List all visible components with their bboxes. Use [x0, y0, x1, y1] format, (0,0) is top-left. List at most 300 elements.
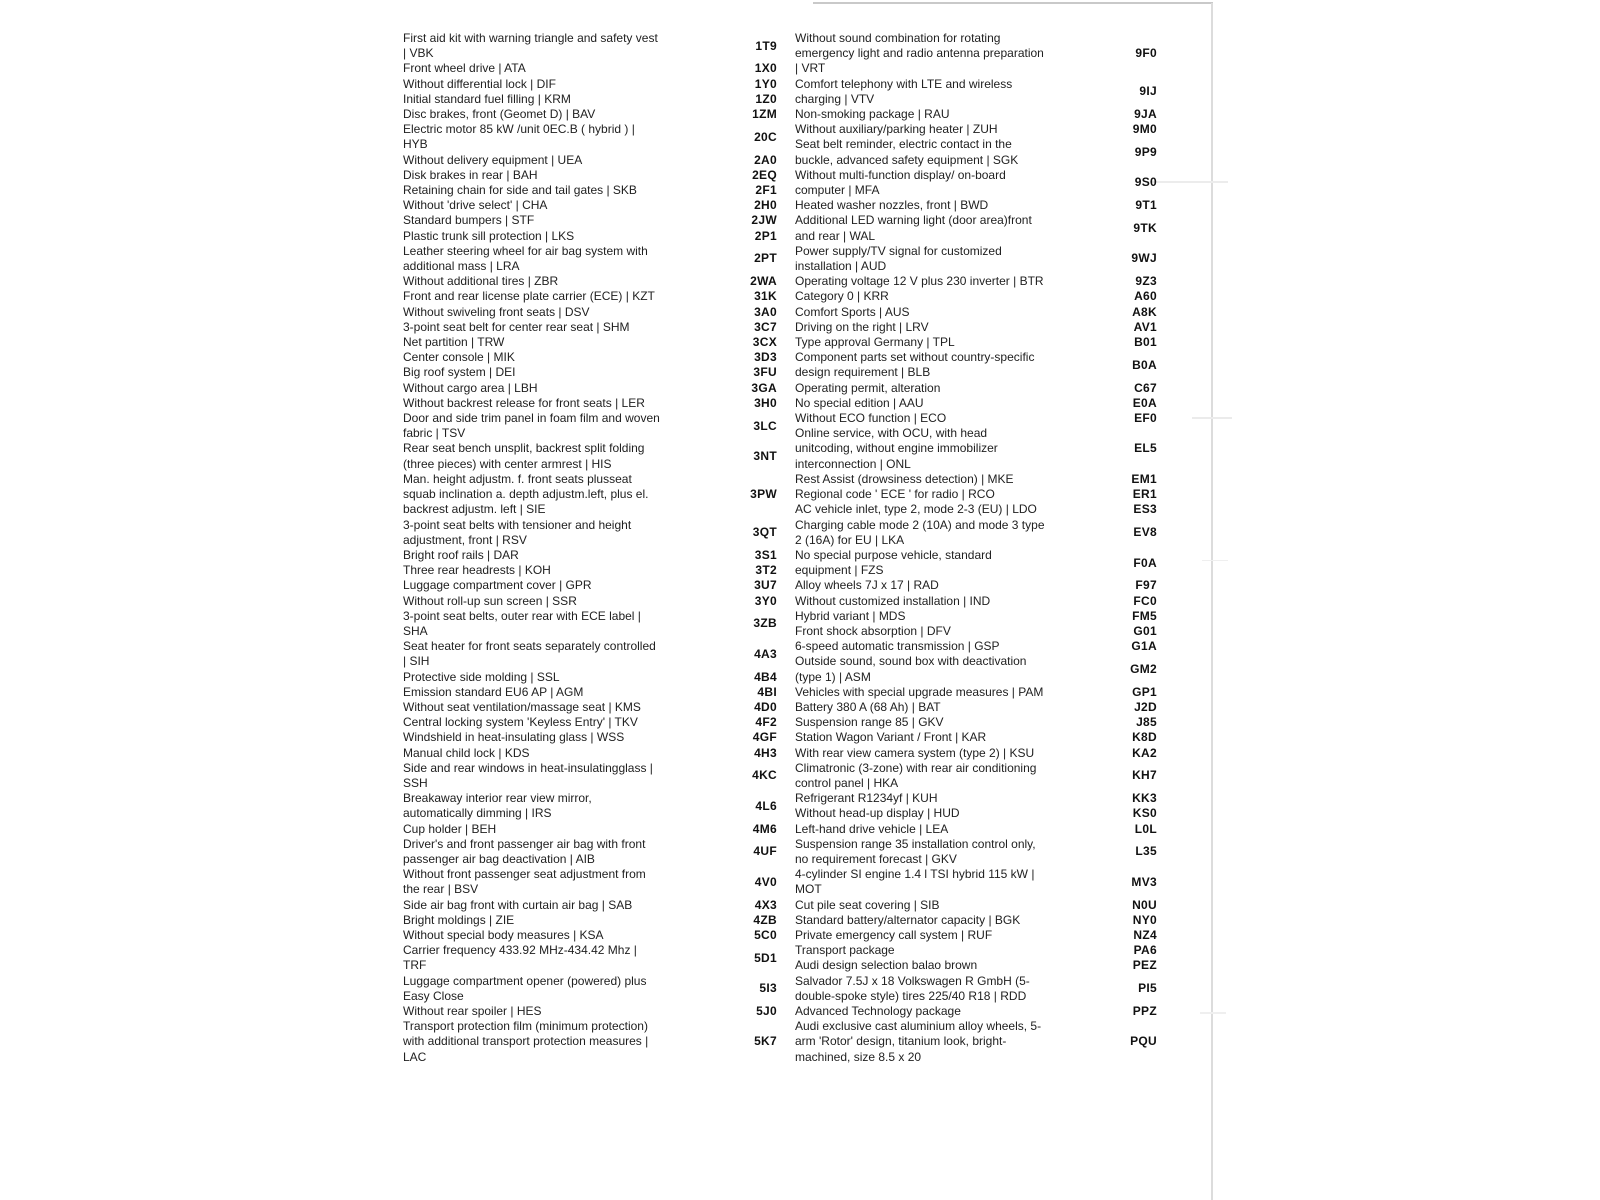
option-description: Retaining chain for side and tail gates | SKB [403, 183, 637, 198]
option-row [795, 746, 1157, 761]
option-code: 4X3 [754, 897, 777, 912]
option-row [403, 77, 777, 92]
option-code: PEZ [1132, 958, 1157, 973]
option-description: Luggage compartment cover | GPR [403, 578, 592, 593]
option-row [403, 365, 777, 380]
option-row [403, 168, 777, 183]
option-description: AC vehicle inlet, type 2, mode 2-3 (EU) | LDO [795, 502, 1037, 517]
option-code: 3T2 [755, 563, 777, 578]
option-code: 4UF [753, 844, 777, 859]
option-code: 9M0 [1132, 122, 1157, 137]
option-description: Big roof system | DEI [403, 365, 516, 380]
option-row [795, 289, 1157, 304]
option-row [403, 441, 777, 471]
option-code: L35 [1135, 844, 1157, 859]
option-code: GM2 [1130, 661, 1157, 676]
option-description: Disc brakes, front (Geomet D) | BAV [403, 107, 596, 122]
option-description: Bright moldings | ZIE [403, 912, 515, 927]
option-row [795, 791, 1157, 806]
option-row [403, 320, 777, 335]
option-description: Transport package [795, 943, 895, 958]
option-code: PQU [1130, 1034, 1157, 1049]
option-description: Vehicles with special upgrade measures | PAM [795, 684, 1044, 699]
option-code: ER1 [1132, 487, 1157, 502]
option-row [403, 913, 777, 928]
option-code: 2F1 [755, 183, 777, 198]
option-description: Without special body measures | KSA [403, 927, 604, 942]
option-row [403, 198, 777, 213]
option-row [403, 61, 777, 76]
option-row [795, 335, 1157, 350]
option-description: Alloy wheels 7J x 17 | RAD [795, 578, 939, 593]
option-code: EF0 [1134, 411, 1157, 426]
option-description: Heated washer nozzles, front | BWD [795, 198, 989, 213]
option-row [795, 31, 1157, 77]
option-code: 3A0 [754, 304, 777, 319]
option-row [795, 609, 1157, 624]
option-description: Rear seat bench unsplit, backrest split folding (three pieces) with center armrest | HIS [403, 441, 645, 471]
option-row [403, 563, 777, 578]
option-description: Without cargo area | LBH [403, 380, 538, 395]
option-code: NZ4 [1133, 927, 1157, 942]
option-code: 2JW [751, 213, 777, 228]
option-row [795, 913, 1157, 928]
option-code: 5I3 [759, 981, 777, 996]
option-row [403, 746, 777, 761]
option-code: 9P9 [1134, 145, 1157, 160]
option-row [795, 518, 1157, 548]
option-row [795, 244, 1157, 274]
option-row [403, 396, 777, 411]
option-row [403, 92, 777, 107]
option-code: GP1 [1132, 684, 1157, 699]
option-row [403, 943, 777, 973]
option-code: 3CX [752, 335, 777, 350]
option-row [403, 837, 777, 867]
option-description: Outside sound, sound box with deactivation (type 1) | ASM [795, 654, 1027, 684]
option-row [403, 639, 777, 669]
option-row [403, 472, 777, 518]
option-code: 1T9 [755, 38, 777, 53]
option-description: No special edition | AAU [795, 395, 924, 410]
option-row [795, 639, 1157, 654]
option-code: 3LC [753, 418, 777, 433]
option-code: 5C0 [754, 927, 777, 942]
option-code: 4D0 [754, 699, 777, 714]
option-description: Power supply/TV signal for customized installation | AUD [795, 243, 1002, 274]
option-row [795, 822, 1157, 837]
option-description: Side and rear windows in heat-insulatingglass | SSH [403, 760, 653, 790]
option-code: 4A3 [754, 646, 777, 661]
option-row [403, 822, 777, 837]
option-row [795, 396, 1157, 411]
option-row [795, 624, 1157, 639]
option-row [403, 381, 777, 396]
option-description: Type approval Germany | TPL [795, 335, 955, 350]
option-code: PA6 [1133, 943, 1157, 958]
option-description: Plastic trunk sill protection | LKS [403, 228, 575, 243]
option-code: J2D [1134, 699, 1157, 714]
option-code: 9WJ [1131, 251, 1157, 266]
option-row [403, 685, 777, 700]
option-code: A8K [1132, 304, 1157, 319]
option-description: Advanced Technology package [795, 1004, 961, 1018]
option-description: Front wheel drive | ATA [403, 61, 526, 76]
option-row [403, 305, 777, 320]
option-code: 3C7 [754, 319, 777, 334]
option-code: N0U [1132, 897, 1157, 912]
option-row [403, 609, 777, 639]
option-code: FC0 [1133, 593, 1157, 608]
option-description: Without customized installation | IND [795, 593, 991, 608]
scan-artifact-tick [1202, 560, 1228, 561]
option-row [795, 548, 1157, 578]
option-row [403, 548, 777, 563]
option-description: Climatronic (3-zone) with rear air conditioning control panel | HKA [795, 760, 1037, 790]
option-description: Cut pile seat covering | SIB [795, 897, 940, 912]
option-description: Without multi-function display/ on-board computer | MFA [795, 167, 1006, 198]
option-row [403, 700, 777, 715]
option-description: Protective side molding | SSL [403, 669, 560, 684]
option-code: 9T1 [1135, 198, 1157, 213]
option-row [403, 1019, 777, 1065]
option-description: No special purpose vehicle, standard equipment | FZS [795, 547, 992, 578]
option-row [795, 715, 1157, 730]
option-row [403, 974, 777, 1004]
option-row [403, 715, 777, 730]
option-description: Without additional tires | ZBR [403, 274, 559, 289]
option-code: 2EQ [752, 167, 777, 182]
option-code: E0A [1132, 395, 1157, 410]
option-description: Operating voltage 12 V plus 230 inverter | BTR [795, 274, 1044, 289]
option-description: Without roll-up sun screen | SSR [403, 593, 577, 608]
option-description: Carrier frequency 433.92 MHz-434.42 Mhz | TRF [403, 943, 637, 973]
option-description: Audi exclusive cast aluminium alloy wheels, 5-arm 'Rotor' design, titanium look, bright-machined, size 8.5 x 20 [795, 1019, 1042, 1064]
option-description: 3-point seat belts, outer rear with ECE label | SHA [403, 608, 641, 638]
option-row [795, 928, 1157, 943]
option-row [403, 107, 777, 122]
option-row [795, 761, 1157, 791]
option-description: Front shock absorption | DFV [795, 623, 951, 638]
option-description: Cup holder | BEH [403, 821, 497, 836]
options-column-right [795, 31, 1157, 1065]
option-description: Standard bumpers | STF [403, 213, 535, 228]
option-description: Salvador 7.5J x 18 Volkswagen R GmbH (5-double-spoke style) tires 225/40 R18 | RDD [795, 973, 1030, 1003]
option-row [403, 594, 777, 609]
option-description: Without delivery equipment | UEA [403, 152, 583, 167]
option-row [795, 685, 1157, 700]
option-row [795, 274, 1157, 289]
option-description: Category 0 | KRR [795, 289, 889, 304]
option-code: 20C [754, 129, 777, 144]
option-code: B01 [1134, 335, 1157, 350]
option-description: Transport protection film (minimum protection) with additional transport protection measures | LAC [403, 1019, 649, 1064]
option-code: B0A [1132, 357, 1157, 372]
option-code: F97 [1135, 578, 1157, 593]
option-code: 4GF [752, 730, 777, 745]
option-description: Refrigerant R1234yf | KUH [795, 791, 938, 806]
option-description: Left-hand drive vehicle | LEA [795, 821, 949, 836]
option-description: Without backrest release for front seats | LER [403, 395, 645, 410]
option-code: AV1 [1133, 319, 1157, 334]
option-description: Front and rear license plate carrier (ECE) | KZT [403, 289, 655, 304]
option-description: Without ECO function | ECO [795, 411, 947, 426]
option-code: J85 [1136, 715, 1157, 730]
option-row [795, 654, 1157, 684]
options-column-left [403, 31, 777, 1065]
option-row [795, 426, 1157, 472]
option-description: Electric motor 85 kW /unit 0EC.B ( hybrid ) | HYB [403, 122, 635, 152]
option-row [403, 350, 777, 365]
option-description: Standard battery/alternator capacity | BGK [795, 912, 1021, 927]
option-code: 9S0 [1134, 175, 1157, 190]
option-description: Windshield in heat-insulating glass | WSS [403, 730, 625, 745]
option-description: Center console | MIK [403, 350, 515, 365]
option-code: EL5 [1134, 441, 1157, 456]
option-description: Leather steering wheel for air bag system with additional mass | LRA [403, 243, 648, 274]
option-description: Without seat ventilation/massage seat | KMS [403, 699, 641, 714]
option-code: 3ZB [753, 616, 777, 631]
option-code: 2WA [750, 274, 777, 289]
option-code: 2H0 [754, 198, 777, 213]
option-code: 4ZB [753, 912, 777, 927]
option-code: F0A [1133, 555, 1157, 570]
option-description: Hybrid variant | MDS [795, 608, 906, 623]
option-code: KK3 [1132, 791, 1157, 806]
option-row [795, 837, 1157, 867]
option-code: 3H0 [754, 395, 777, 410]
scan-artifact-tick [1200, 1012, 1226, 1014]
option-description: Breakaway interior rear view mirror, automatically dimming | IRS [403, 791, 592, 821]
option-row [403, 670, 777, 685]
option-row [403, 213, 777, 228]
option-description: Private emergency call system | RUF [795, 927, 993, 942]
option-code: 3D3 [754, 350, 777, 365]
option-code: PI5 [1138, 981, 1157, 996]
option-description: Without rear spoiler | HES [403, 1004, 542, 1018]
option-code: 9JA [1134, 107, 1157, 122]
option-row [403, 411, 777, 441]
scan-artifact-tick [1192, 417, 1232, 419]
option-code: 3PW [750, 487, 777, 502]
option-code: 9Z3 [1135, 274, 1157, 289]
option-description: Disk brakes in rear | BAH [403, 167, 538, 182]
option-row [403, 122, 777, 152]
option-code: 3NT [753, 449, 777, 464]
option-description: Emission standard EU6 AP | AGM [403, 684, 584, 699]
option-code: 1ZM [752, 107, 777, 122]
option-row [795, 594, 1157, 609]
option-code: 31K [754, 289, 777, 304]
option-row [403, 928, 777, 943]
option-row [403, 867, 777, 897]
option-code: 4F2 [755, 715, 777, 730]
option-row [795, 700, 1157, 715]
option-description: Seat belt reminder, electric contact in the buckle, advanced safety equipment | SGK [795, 137, 1019, 167]
option-description: Additional LED warning light (door area)front and rear | WAL [795, 213, 1032, 243]
option-row [403, 791, 777, 821]
option-description: Station Wagon Variant / Front | KAR [795, 730, 987, 745]
option-code: 3QT [752, 525, 777, 540]
option-description: Suspension range 35 installation control only, no requirement forecast | GKV [795, 836, 1036, 866]
option-description: 3-point seat belt for center rear seat | SHM [403, 319, 630, 334]
option-code: A60 [1134, 289, 1157, 304]
option-description: Without front passenger seat adjustment from the rear | BSV [403, 867, 646, 897]
option-description: Central locking system 'Keyless Entry' | TKV [403, 715, 638, 730]
option-description: 3-point seat belts with tensioner and height adjustment, front | RSV [403, 517, 632, 547]
option-code: G1A [1131, 639, 1157, 654]
option-description: Battery 380 A (68 Ah) | BAT [795, 699, 941, 714]
option-description: Regional code ' ECE ' for radio | RCO [795, 487, 995, 502]
option-code: 9TK [1133, 221, 1157, 236]
option-code: G01 [1133, 623, 1157, 638]
option-description: Man. height adjustm. f. front seats plusseat squab inclination a. depth adjustm.left, plus el. backrest adjustm. left | SIE [403, 471, 649, 517]
option-row [403, 274, 777, 289]
option-description: Initial standard fuel filling | KRM [403, 91, 571, 106]
option-code: NY0 [1132, 912, 1157, 927]
option-row [795, 943, 1157, 958]
option-description: Online service, with OCU, with head unitcoding, without engine immobilizer interconnection | ONL [795, 426, 998, 471]
option-description: Without swiveling front seats | DSV [403, 304, 590, 319]
option-row [795, 1019, 1157, 1065]
option-description: Without auxiliary/parking heater | ZUH [795, 122, 998, 137]
option-description: 6-speed automatic transmission | GSP [795, 639, 1000, 654]
option-row [403, 761, 777, 791]
option-description: Without head-up display | HUD [795, 806, 960, 821]
option-code: K8D [1132, 730, 1157, 745]
option-code: ES3 [1133, 502, 1157, 517]
option-code: KH7 [1132, 768, 1157, 783]
option-description: Audi design selection balao brown [795, 958, 978, 973]
option-description: Comfort Sports | AUS [795, 304, 910, 319]
option-description: Charging cable mode 2 (10A) and mode 3 type 2 (16A) for EU | LKA [795, 517, 1045, 547]
option-description: Luggage compartment opener (powered) plus Easy Close [403, 973, 647, 1003]
option-row [795, 320, 1157, 335]
option-description: 4-cylinder SI engine 1.4 l TSI hybrid 115 kW | MOT [795, 867, 1035, 897]
option-code: 5K7 [754, 1034, 777, 1049]
option-row [403, 229, 777, 244]
option-row [403, 289, 777, 304]
option-row [795, 137, 1157, 167]
option-description: First aid kit with warning triangle and safety vest | VBK [403, 31, 658, 61]
option-code: 9IJ [1139, 84, 1157, 99]
option-row [795, 77, 1157, 107]
option-code: 3FU [753, 365, 777, 380]
option-description: Door and side trim panel in foam film and woven fabric | TSV [403, 411, 660, 441]
option-code: 2A0 [754, 152, 777, 167]
option-code: C67 [1134, 380, 1157, 395]
option-code: 4B4 [754, 669, 777, 684]
option-code: 2P1 [754, 228, 777, 243]
option-code: 5D1 [754, 950, 777, 965]
option-code: 2PT [754, 251, 777, 266]
option-description: Suspension range 85 | GKV [795, 715, 944, 730]
option-row [795, 1004, 1157, 1019]
option-code: 9F0 [1135, 46, 1157, 61]
option-row [403, 183, 777, 198]
option-row [795, 350, 1157, 380]
option-description: Without 'drive select' | CHA [403, 198, 548, 213]
option-code: 1Z0 [755, 91, 777, 106]
option-code: 5J0 [756, 1004, 777, 1018]
option-description: Non-smoking package | RAU [795, 107, 950, 122]
option-code: 3U7 [754, 578, 777, 593]
option-description: Driver's and front passenger air bag with front passenger air bag deactivation | AIB [403, 836, 646, 866]
option-row [795, 122, 1157, 137]
option-row [795, 472, 1157, 487]
option-row [403, 335, 777, 350]
option-row [795, 411, 1157, 426]
option-row [795, 168, 1157, 198]
option-description: Without sound combination for rotating emergency light and radio antenna preparation | VRT [795, 31, 1044, 76]
option-code: 4KC [752, 768, 777, 783]
option-row [795, 487, 1157, 502]
option-code: 4M6 [752, 821, 777, 836]
option-description: With rear view camera system (type 2) | KSU [795, 745, 1035, 760]
option-row [795, 958, 1157, 973]
option-row [795, 107, 1157, 122]
option-row [795, 305, 1157, 320]
option-description: Driving on the right | LRV [795, 319, 929, 334]
option-code: 4H3 [754, 745, 777, 760]
option-row [403, 578, 777, 593]
option-description: Comfort telephony with LTE and wireless charging | VTV [795, 76, 1013, 106]
option-description: Net partition | TRW [403, 335, 505, 350]
option-row [403, 153, 777, 168]
option-description: Side air bag front with curtain air bag | SAB [403, 897, 633, 912]
option-code: 4L6 [755, 798, 777, 813]
option-row [403, 518, 777, 548]
option-row [795, 867, 1157, 897]
option-description: Three rear headrests | KOH [403, 563, 551, 578]
option-code: FM5 [1132, 608, 1157, 623]
option-row [403, 730, 777, 745]
option-code: 1X0 [754, 61, 777, 76]
option-row [403, 1004, 777, 1019]
option-code: 3S1 [754, 547, 777, 562]
option-description: Seat heater for front seats separately controlled | SIH [403, 639, 656, 669]
option-code: EM1 [1131, 471, 1157, 486]
option-row [795, 502, 1157, 517]
option-row [403, 898, 777, 913]
option-code: 4BI [757, 684, 777, 699]
option-row [795, 381, 1157, 396]
option-row [795, 213, 1157, 243]
option-description: Manual child lock | KDS [403, 745, 530, 760]
option-code: KS0 [1132, 806, 1157, 821]
option-code: MV3 [1131, 874, 1157, 889]
scan-artifact-tick [1150, 181, 1228, 183]
option-description: Component parts set without country-specific design requirement | BLB [795, 350, 1035, 380]
scan-artifact-top-border [813, 2, 1213, 4]
option-code: L0L [1134, 821, 1157, 836]
option-description: Rest Assist (drowsiness detection) | MKE [795, 471, 1014, 486]
option-row [403, 31, 777, 61]
option-code: 4V0 [754, 874, 777, 889]
option-row [795, 578, 1157, 593]
option-row [795, 974, 1157, 1004]
option-description: Operating permit, alteration [795, 380, 941, 395]
option-code: 1Y0 [754, 76, 777, 91]
option-row [795, 730, 1157, 745]
option-row [795, 898, 1157, 913]
option-row [795, 806, 1157, 821]
option-description: Without differential lock | DIF [403, 76, 556, 91]
option-description: Bright roof rails | DAR [403, 547, 519, 562]
option-code: PPZ [1132, 1004, 1157, 1018]
option-code: 3GA [751, 380, 777, 395]
option-row [795, 198, 1157, 213]
